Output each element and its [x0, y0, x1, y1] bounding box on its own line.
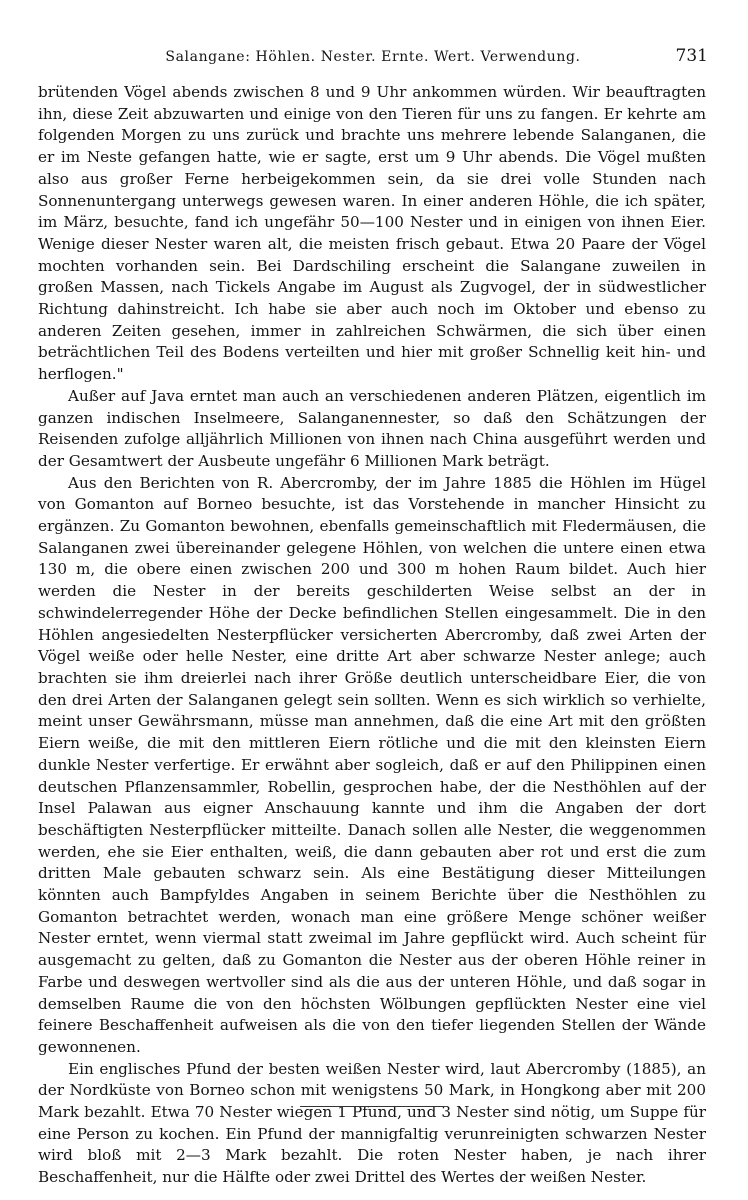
paragraph-continuation: brütenden Vögel abends zwischen 8 und 9 Uhr ankommen würden. Wir beauftragten ihn, diese Zeit abzuwarten und einige von den Tieren für uns zu fangen. Er kehrte am folgenden Morgen zu uns zurück und brachte uns mehrere lebende Salanganen, die er im Neste gefangen hatte, wie er sagte, erst um 9 Uhr abends. Die Vögel mußten also aus großer Ferne herbeigekommen sein, da sie drei volle Stunden nach Sonnenuntergang unterwegs gewesen waren. In einer anderen Höhle, die ich später, im März, besuchte, fand ich ungefähr 50—100 Nester und in einigen von ihnen Eier. Wenige dieser Nester waren alt, die meisten frisch gebaut. Etwa 20 Paare der Vögel mochten vorhanden sein. Bei Dardschiling erscheint die Salangane zuweilen in großen Massen, nach Tickels Angabe im August als Zugvogel, der in südwestlicher Richtung dahinstreicht. Ich habe sie aber auch noch im Oktober und ebenso zu anderen Zeiten gesehen, immer in zahlreichen Schwärmen, die sich über einen beträchtlichen Teil des Bodens verteilten und hier mit großer Schnellig keit hin- und herflogen.": [38, 83, 706, 384]
page-header: [38, 44, 708, 74]
paragraph-java: Außer auf Java erntet man auch an verschiedenen anderen Plätzen, eigentlich im ganzen indischen Inselmeere, Salanganennester, so daß den Schätzungen der Reisenden zufolge alljährlich Millionen von ihnen nach China ausgeführt werden und der Gesamtwert der Ausbeute ungefähr 6 Millionen Mark beträgt.: [38, 386, 706, 470]
body-text: [38, 82, 706, 1189]
paragraph-prices: Ein englisches Pfund der besten weißen Nester wird, laut Abercromby (1885), an der Nordküste von Borneo schon mit wenigstens 50 Mark, in Hongkong aber mit 200 Mark bezahlt. Etwa 70 Nester wiegen 1 Pfund, und 3 Nester sind nötig, um Suppe für eine Person zu kochen. Ein Pfund der mannigfaltig verunreinigten schwarzen Nester wird bloß mit 2—3 Mark bezahlt. Die roten Nester haben, je nach ihrer Beschaffenheit, nur die Hälfte oder zwei Drittel des Wertes der weißen Nester.: [38, 1059, 706, 1187]
section-end-rule: [300, 1106, 444, 1107]
running-head: Salangane: Höhlen. Nester. Ernte. Wert. Verwendung.: [165, 49, 581, 65]
paragraph-abercromby: Aus den Berichten von R. Abercromby, der im Jahre 1885 die Höhlen im Hügel von Gomanton auf Borneo besuchte, ist das Vorstehende in mancher Hinsicht zu ergänzen. Zu Gomanton bewohnen, ebenfalls gemeinschaftlich mit Fledermäusen, die Salanganen zwei übereinander gelegene Höhlen, von welchen die untere einen etwa 130 m, die obere einen zwischen 200 und 300 m hohen Raum bildet. Auch hier werden die Nester in der bereits geschilderten Weise selbst an der in schwindelerregender Höhe der Decke befindlichen Stellen eingesammelt. Die in den Höhlen angesiedelten Nesterpflücker versicherten Abercromby, daß zwei Arten der Vögel weiße oder helle Nester, eine dritte Art aber schwarze Nester anlege; auch brachten sie ihm dreierlei nach ihrer Größe deutlich unterscheidbare Eier, die von den drei Arten der Salanganen gelegt sein sollten. Wenn es sich wirklich so verhielte, meint unser Gewährsmann, müsse man annehmen, daß die eine Art mit den größten Eiern weiße, die mit den mittleren Eiern rötliche und die mit den kleinsten Eiern dunkle Nester verfertige. Er erwähnt aber sogleich, daß er auf den Philippinen einen deutschen Pflanzensammler, Robellin, gesprochen habe, der die Nesthöhlen auf der Insel Palawan aus eigner Anschauung kannte und ihm die Angaben der dort beschäftigten Nesterpflücker mitteilte. Danach sollen alle Nester, die weggenommen werden, ehe sie Eier enthalten, weiß, die dann gebauten aber rot und erst die zum dritten Male gebauten schwarz sein. Als eine Bestätigung dieser Mitteilungen könnten auch Bampfyldes Angaben in seinem Berichte über die Nesthöhlen zu Gomanton betrachtet werden, wonach man eine größere Menge schöner weißer Nester erntet, wenn viermal statt zweimal im Jahre gepflückt wird. Auch scheint für ausgemacht zu gelten, daß zu Gomanton die Nester aus der oberen Höhle reiner in Farbe und deswegen wertvoller sind als die aus der unteren Höhle, und daß sogar in demselben Raume die von den höchsten Wölbungen gepflückten Nester eine viel feinere Beschaffenheit aufweisen als die von den tiefer liegenden Stellen der Wände gewonnenen.: [38, 473, 706, 1056]
page-number: 731: [675, 46, 708, 66]
